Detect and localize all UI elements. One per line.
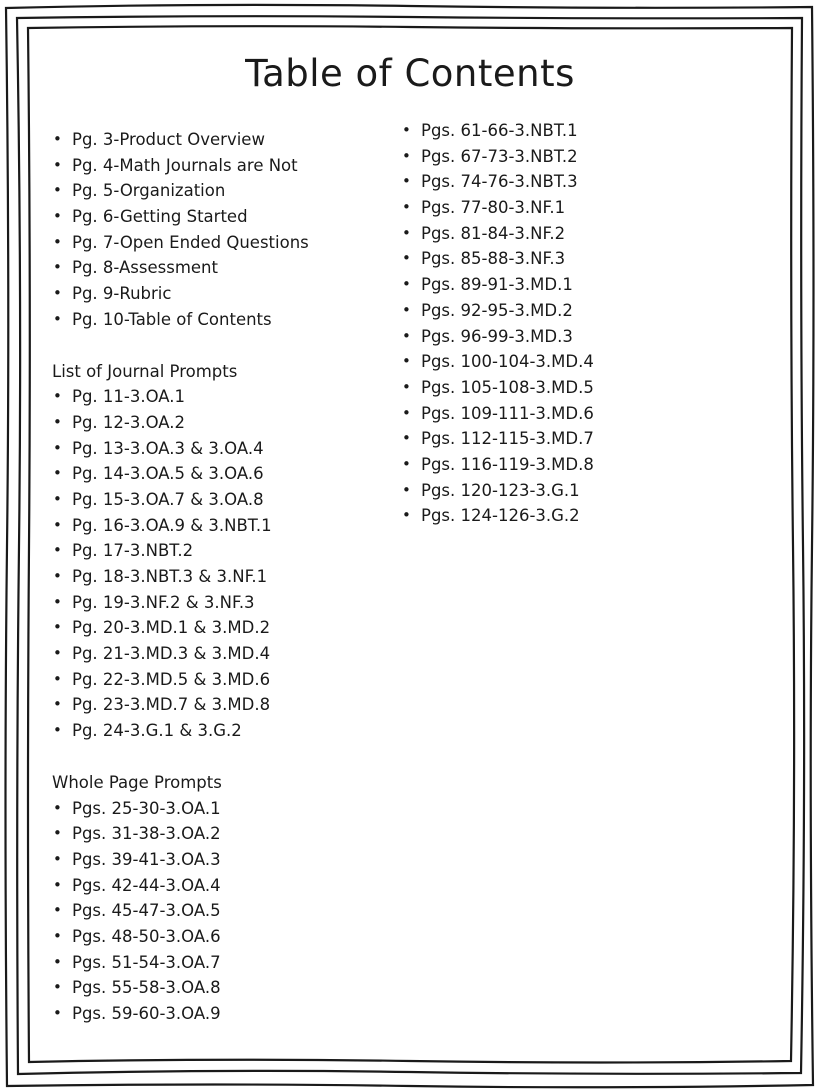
list-item: • Pgs. 67-73-3.NBT.2 — [401, 144, 731, 170]
list-item: • Pg. 8-Assessment — [52, 255, 392, 281]
page-title: Table of Contents — [245, 52, 575, 95]
list-item: • Pgs. 39-41-3.OA.3 — [52, 847, 392, 873]
list-item: • Pg. 12-3.OA.2 — [52, 410, 392, 436]
list-item: • Pgs. 100-104-3.MD.4 — [401, 349, 731, 375]
list-item: • Pg. 14-3.OA.5 & 3.OA.6 — [52, 461, 392, 487]
list-item: • Pgs. 96-99-3.MD.3 — [401, 324, 731, 350]
overview-list — [52, 127, 392, 333]
whole-page-prompts-heading: Whole Page Prompts — [52, 772, 222, 792]
list-item: • Pgs. 92-95-3.MD.2 — [401, 298, 731, 324]
list-item: • Pg. 16-3.OA.9 & 3.NBT.1 — [52, 513, 392, 539]
list-item: • Pgs. 105-108-3.MD.5 — [401, 375, 731, 401]
list-item: • Pgs. 74-76-3.NBT.3 — [401, 169, 731, 195]
list-item: • Pgs. 59-60-3.OA.9 — [52, 1001, 392, 1027]
list-item: • Pg. 13-3.OA.3 & 3.OA.4 — [52, 436, 392, 462]
list-item: • Pgs. 55-58-3.OA.8 — [52, 975, 392, 1001]
list-item: • Pgs. 25-30-3.OA.1 — [52, 796, 392, 822]
list-item: • Pgs. 48-50-3.OA.6 — [52, 924, 392, 950]
list-item: • Pgs. 109-111-3.MD.6 — [401, 401, 731, 427]
list-item: • Pg. 15-3.OA.7 & 3.OA.8 — [52, 487, 392, 513]
list-item: • Pgs. 51-54-3.OA.7 — [52, 950, 392, 976]
list-item: • Pg. 21-3.MD.3 & 3.MD.4 — [52, 641, 392, 667]
list-item: • Pgs. 112-115-3.MD.7 — [401, 426, 731, 452]
list-item: • Pgs. 89-91-3.MD.1 — [401, 272, 731, 298]
list-item: • Pgs. 116-119-3.MD.8 — [401, 452, 731, 478]
left-column — [52, 127, 392, 1027]
list-item: • Pg. 20-3.MD.1 & 3.MD.2 — [52, 615, 392, 641]
whole-page-prompts-list — [52, 796, 392, 1027]
list-item: • Pgs. 81-84-3.NF.2 — [401, 221, 731, 247]
list-item: • Pg. 3-Product Overview — [52, 127, 392, 153]
list-item: • Pg. 22-3.MD.5 & 3.MD.6 — [52, 667, 392, 693]
list-item: • Pg. 18-3.NBT.3 & 3.NF.1 — [52, 564, 392, 590]
list-item: • Pg. 11-3.OA.1 — [52, 384, 392, 410]
list-item: • Pg. 24-3.G.1 & 3.G.2 — [52, 718, 392, 744]
right-column — [401, 118, 731, 529]
list-item: • Pg. 6-Getting Started — [52, 204, 392, 230]
list-item: • Pg. 4-Math Journals are Not — [52, 153, 392, 179]
list-item: • Pgs. 45-47-3.OA.5 — [52, 898, 392, 924]
list-item: • Pgs. 124-126-3.G.2 — [401, 503, 731, 529]
list-item: • Pg. 9-Rubric — [52, 281, 392, 307]
list-item: • Pg. 19-3.NF.2 & 3.NF.3 — [52, 590, 392, 616]
list-item: • Pgs. 120-123-3.G.1 — [401, 478, 731, 504]
list-item: • Pg. 10-Table of Contents — [52, 307, 392, 333]
list-item: • Pg. 17-3.NBT.2 — [52, 538, 392, 564]
list-item: • Pgs. 85-88-3.NF.3 — [401, 246, 731, 272]
right-column-list — [401, 118, 731, 529]
list-item: • Pg. 7-Open Ended Questions — [52, 230, 392, 256]
list-item: • Pg. 5-Organization — [52, 178, 392, 204]
list-item: • Pgs. 77-80-3.NF.1 — [401, 195, 731, 221]
journal-prompts-list — [52, 384, 392, 744]
journal-prompts-heading: List of Journal Prompts — [52, 361, 238, 381]
list-item: • Pgs. 61-66-3.NBT.1 — [401, 118, 731, 144]
list-item: • Pgs. 42-44-3.OA.4 — [52, 873, 392, 899]
list-item: • Pg. 23-3.MD.7 & 3.MD.8 — [52, 692, 392, 718]
list-item: • Pgs. 31-38-3.OA.2 — [52, 821, 392, 847]
